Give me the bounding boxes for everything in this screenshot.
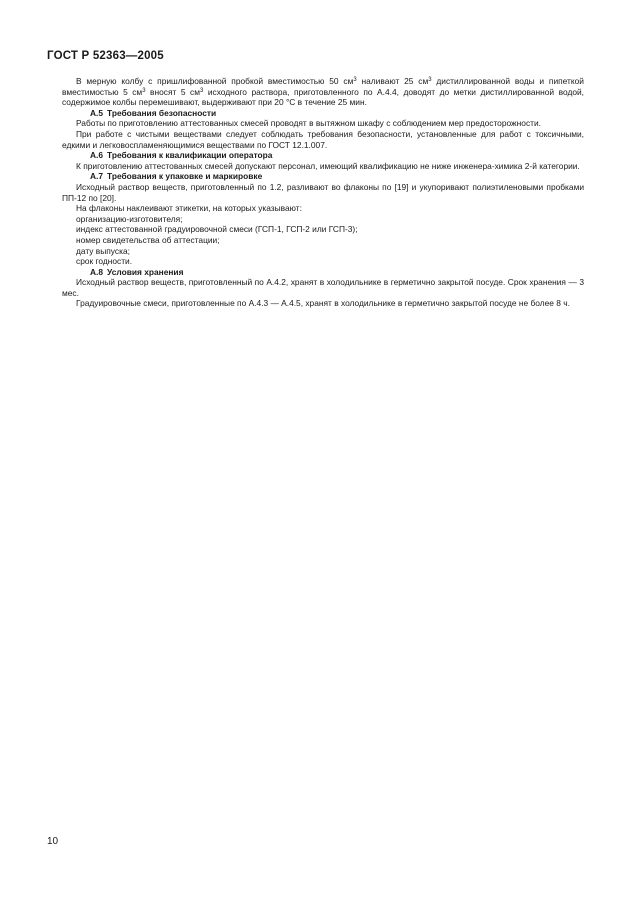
section-title: Требования к упаковке и маркировке xyxy=(107,171,263,182)
section-title: Требования безопасности xyxy=(107,107,217,118)
paragraph: К приготовлению аттестованных смесей допускают персонал, имеющий квалификацию не ниже инженера-химика 2-й категории. xyxy=(76,160,580,171)
paragraph: Исходный раствор веществ, приготовленный по 1.2, разливают во флаконы по [19] и укупоривают полиэтиленовыми пробками ПП-12 по [20]. xyxy=(62,181,584,203)
section-heading-a8 xyxy=(62,267,584,278)
text-run: вносят 5 см xyxy=(145,86,200,97)
page-number: 10 xyxy=(47,836,59,847)
superscript: 3 xyxy=(428,77,432,83)
list-item: номер свидетельства об аттестации; xyxy=(76,234,220,245)
paragraph: Работы по приготовлению аттестованных смесей проводят в вытяжном шкафу с соблюдением мер предосторожности. xyxy=(76,118,541,129)
section-heading-a7 xyxy=(62,171,584,182)
list-item: индекс аттестованной градуировочной смеси (ГСП-1, ГСП-2 или ГСП-3); xyxy=(76,224,358,235)
paragraph: Исходный раствор веществ, приготовленный по А.4.2, хранят в холодильнике в герметично закрытой посуде. Срок хранения — 3 мес. xyxy=(62,277,584,298)
text-run: В мерную колбу с пришлифованной пробкой вместимостью 50 см xyxy=(76,76,354,86)
paragraph-flask-preparation xyxy=(62,76,584,108)
document-header: ГОСТ Р 52363—2005 xyxy=(47,50,164,62)
section-number: А.7 xyxy=(90,171,104,182)
section-title: Условия хранения xyxy=(107,266,184,277)
section-heading-a5 xyxy=(62,108,584,119)
list-item: дату выпуска; xyxy=(76,245,130,256)
superscript: 3 xyxy=(199,87,204,94)
superscript: 3 xyxy=(353,77,357,83)
list-item: срок годности. xyxy=(76,256,133,267)
text-run: наливают 25 см xyxy=(356,76,429,86)
section-number: А.6 xyxy=(90,150,104,161)
text-run: дистиллированной воды и пипеткой вместимостью 5 см xyxy=(62,76,584,97)
list-item: организацию-изготовителя; xyxy=(76,213,183,224)
paragraph: Градуировочные смеси, приготовленные по А.4.3 — А.4.5, хранят в холодильнике в герметично закрытой посуде не более 8 ч. xyxy=(76,298,570,309)
section-number: А.8 xyxy=(90,266,104,277)
paragraph: На флаконы наклеивают этикетки, на которых указывают: xyxy=(76,203,302,214)
text-run: исходного раствора, приготовленного по А.4.4, доводят до метки дистиллированной водой, содержимое колбы перемешивают, выдерживают при 20 °С в течение 25 мин. xyxy=(62,86,584,108)
section-title: Требования к квалификации оператора xyxy=(107,150,273,161)
document-body xyxy=(62,76,584,309)
paragraph: При работе с чистыми веществами следует соблюдать требования безопасности, установленные для работ с токсичными, едкими и легковоспламеняющимися веществами по ГОСТ 12.1.007. xyxy=(62,128,584,150)
section-number: А.5 xyxy=(90,107,104,118)
superscript: 3 xyxy=(142,87,146,94)
section-heading-a6 xyxy=(62,150,584,161)
